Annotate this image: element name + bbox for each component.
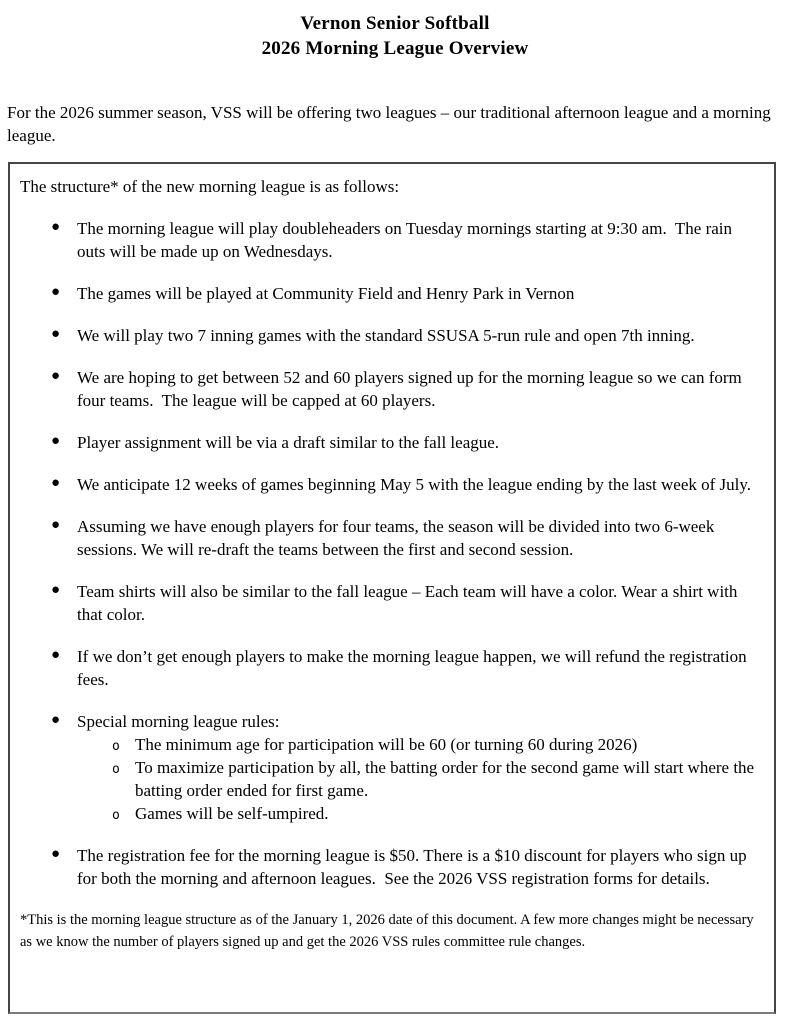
page-title — [0, 0, 790, 61]
league-structure-box — [8, 162, 776, 1014]
bullet-item — [20, 366, 762, 412]
sub-bullet-text: To maximize participation by all, the batting order for the second game will start where the batting order ended for first game. — [135, 758, 759, 800]
bullet-text: The morning league will play doubleheaders on Tuesday mornings starting at 9:30 am. The rain outs will be made up on Wednesdays. — [77, 219, 737, 261]
page-title-line2: 2026 Morning League Overview — [261, 38, 529, 59]
sub-bullet-item — [77, 756, 762, 802]
bullet-text: We anticipate 12 weeks of games beginning May 5 with the league ending by the last week of July. — [77, 475, 752, 494]
bullet-text: If we don’t get enough players to make the morning league happen, we will refund the registration fees. — [77, 647, 751, 689]
bullet-item — [20, 515, 762, 561]
bullet-item — [20, 282, 762, 305]
bullet-item — [20, 324, 762, 347]
bullet-icon: ● — [51, 326, 61, 342]
sub-bullet-text: The minimum age for participation will be 60 (or turning 60 during 2026) — [135, 735, 638, 754]
sub-bullet-item — [77, 802, 762, 825]
bullet-text: The games will be played at Community Field and Henry Park in Vernon — [77, 284, 575, 303]
bullet-icon: ● — [51, 284, 61, 300]
footnote: *This is the morning league structure as of the January 1, 2026 date of this document. A few more changes might be necessary as we know the number of players signed up and get the 2026 VSS rules committee rule changes. — [20, 912, 758, 950]
bullet-text: Special morning league rules: — [77, 712, 280, 731]
sub-bullet-text: Games will be self-umpired. — [135, 804, 329, 823]
bullet-icon: ● — [51, 647, 61, 663]
bullet-text: We are hoping to get between 52 and 60 players signed up for the morning league so we can form four teams. The league will be capped at 60 players. — [77, 368, 746, 410]
intro-paragraph: For the 2026 summer season, VSS will be offering two leagues – our traditional afternoon league and a morning league. — [7, 103, 771, 145]
bullet-text: Team shirts will also be similar to the fall league – Each team will have a color. Wear a shirt with that color. — [77, 582, 742, 624]
sub-bullet-icon: o — [112, 762, 120, 777]
bullet-item — [20, 580, 762, 626]
bullet-text: Assuming we have enough players for four teams, the season will be divided into two 6-week sessions. We will re-draft the teams between the first and second session. — [77, 517, 719, 559]
bullet-item — [20, 217, 762, 263]
sub-bullet-item — [77, 733, 762, 756]
bullet-icon: ● — [51, 582, 61, 598]
bullet-item — [20, 645, 762, 691]
sub-bullet-icon: o — [112, 739, 120, 754]
box-lead-text: The structure* of the new morning league is as follows: — [20, 177, 400, 196]
sub-bullet-list — [77, 733, 762, 825]
bullet-icon: ● — [51, 433, 61, 449]
sub-bullet-icon: o — [112, 808, 120, 823]
page-title-line1: Vernon Senior Softball — [300, 13, 490, 34]
bullet-text: We will play two 7 inning games with the standard SSUSA 5-run rule and open 7th inning. — [77, 326, 695, 345]
bullet-item — [20, 473, 762, 496]
bullet-icon: ● — [51, 368, 61, 384]
bullet-item — [20, 431, 762, 454]
bullet-list — [20, 217, 762, 890]
bullet-icon: ● — [51, 475, 61, 491]
bullet-item — [20, 844, 762, 890]
bullet-text: Player assignment will be via a draft similar to the fall league. — [77, 433, 500, 452]
bullet-item — [20, 710, 762, 825]
bullet-icon: ● — [51, 219, 61, 235]
bullet-icon: ● — [51, 846, 61, 862]
bullet-icon: ● — [51, 517, 61, 533]
bullet-text: The registration fee for the morning league is $50. There is a $10 discount for players who sign up for both the morning and afternoon leagues. See the 2026 VSS registration forms for details. — [77, 846, 751, 888]
bullet-icon: ● — [51, 712, 61, 728]
